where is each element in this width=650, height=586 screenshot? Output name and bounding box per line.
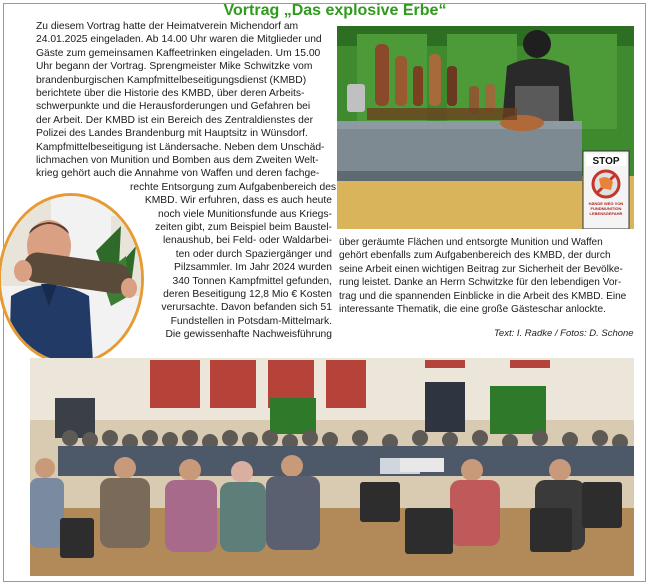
article-line: krieg gehört auch die Annahme von Waffen und deren fachge- xyxy=(36,168,320,180)
article-line: Kampfmittelbeseitigung ist Ländersache. Neben dem Unschäd- xyxy=(36,141,325,153)
article-line: rung leistet. Danke an Herrn Schwitzke für den lebendigen Vor- xyxy=(339,277,622,289)
article-line: zeiten gibt, zum Beispiel beim Baustel- xyxy=(155,222,332,233)
article-line: ten oder durch Spaziergänger und xyxy=(175,248,332,260)
article-line: Die gewissenhafte Nachweisführung xyxy=(165,329,332,341)
article-line: Zu diesem Vortrag hatte der Heimatverein Michendorf am xyxy=(36,21,299,32)
article-line: Gäste zum gemeinsamen Kaffeetrinken eingeladen. Um 15.00 xyxy=(36,47,321,59)
article-line: 24.01.2025 eingeladen. Ab 14.00 Uhr waren die Mitglieder und xyxy=(36,34,322,46)
photo-credits: Text: I. Radke / Fotos: D. Schone xyxy=(494,328,634,339)
stop-sign-text: STOP xyxy=(592,156,620,167)
exhibit-photo xyxy=(337,26,634,229)
article-line: Pilzsammler. Im Jahr 2024 wurden xyxy=(174,262,332,274)
article-line: KMBD. Wir erfuhren, dass es auch heute xyxy=(144,195,332,207)
article-line: lichmachen von Munition und Bomben aus dem Zweiten Welt- xyxy=(36,155,319,166)
warning-sign-text: HÄNDE WEG VON FUNDMUNITION LEBENSGEFAHR xyxy=(588,201,624,216)
article-line: berichtete über die Historie des KMBD, über deren Arbeits- xyxy=(36,88,305,99)
article-line: Fundstellen in Potsdam-Mittelmark. xyxy=(170,315,332,327)
article-line: verursachte. Davon befanden sich 51 xyxy=(161,302,332,314)
article-line: interessante Thematik, die eine große Gästeschar anlockte. xyxy=(339,304,606,315)
speaker-portrait xyxy=(1,196,141,362)
article-line: noch viele Munitionsfunde aus Kriegs- xyxy=(157,208,332,220)
article-line: der Arbeit. Der KMBD ist ein Bereich des Zentraldienstes der xyxy=(36,114,313,126)
article-line: seine Arbeit einen wichtigen Beitrag zur Sicherheit der Bevölke- xyxy=(339,263,623,275)
article-line: schwerpunkte und die Herausforderungen und Gefahren bei xyxy=(36,101,311,113)
article-line: lenaushub, bei Feld- oder Waldarbei- xyxy=(162,235,332,247)
article-line: brandenburgischen Kampfmittelbeseitigungsdienst (KMBD) xyxy=(36,74,307,86)
article-line: über geräumte Flächen und entsorgte Munition und Waffen xyxy=(339,237,603,248)
article-line: trag und die spannenden Einblicke in die Arbeit des KMBD. Eine xyxy=(339,290,627,302)
article-line: Uhr begann der Vortrag. Sprengmeister Mike Schwitzke vom xyxy=(36,61,313,73)
article-line: 340 Tonnen Kampfmittel gefunden, xyxy=(172,275,332,287)
article-line: deren Beseitigung 12,8 Mio € Kosten xyxy=(163,289,332,300)
article-line: rechte Entsorgung zum Aufgabenbereich des xyxy=(130,181,337,193)
article-title: Vortrag „Das explosive Erbe“ xyxy=(223,2,447,19)
audience-photo xyxy=(30,358,634,576)
article-line: gehört ebenfalls zum Aufgabenbereich des KMBD, der durch xyxy=(339,250,611,262)
article-line: Polizei des Landes Brandenburg mit Hauptsitz in Wünsdorf. xyxy=(36,128,308,140)
